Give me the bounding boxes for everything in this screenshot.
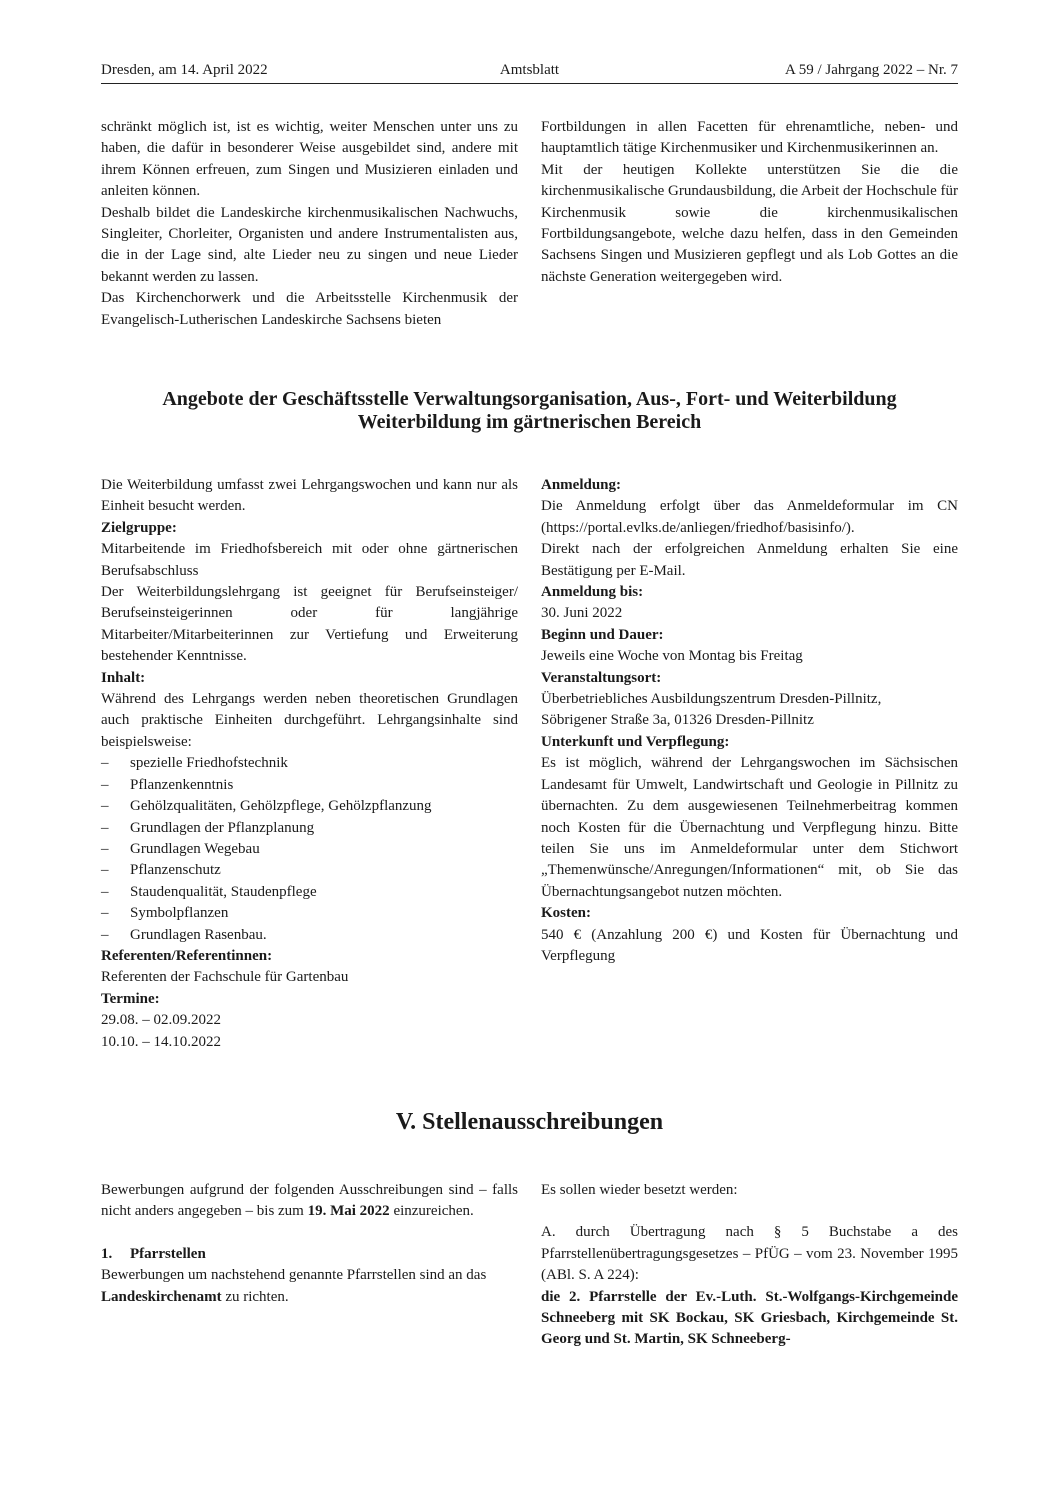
list-item-text: Symbolpflanzen [130, 905, 229, 922]
list-item-text: Gehölzqualitäten, Gehölzpflege, Gehölzpflanzung [130, 798, 432, 815]
list-dash: – [101, 926, 109, 943]
list-item [101, 818, 518, 839]
weiterbildung-right-column [541, 475, 958, 967]
beginn-text: Jeweils eine Woche von Montag bis Freitag [541, 648, 803, 665]
section-title-line: Angebote der Geschäftsstelle Verwaltungsorganisation, Aus-, Fort- und Weiterbildung [162, 388, 897, 410]
section-title-weiterbildung [101, 388, 958, 434]
list-dash: – [101, 840, 109, 857]
list-item [101, 796, 518, 817]
weiterbildung-left-column [101, 475, 518, 1053]
header-publication: Amtsblatt [499, 62, 560, 78]
list-item [101, 839, 518, 860]
paragraph: Deshalb bildet die Landeskirche kirchenmusikalischen Nachwuchs, Singleiter, Chorleiter, Organisten und andere Instrumentalisten aus, die in der Lage sind, alte Lieder neu zu singen und neue Lieder bekannt werden zu lassen. [101, 204, 518, 285]
intro-text-part: Bewerbungen aufgrund der folgenden Ausschreibungen sind – falls nicht anders angegeben – bis zum [101, 1182, 518, 1220]
paragraph: Mit der heutigen Kollekte unterstützen Sie die die kirchenmusikalische Grundausbildung, die Arbeit der Hochschule für Kirchenmusik sowie die kirchenmusikalischen Fortbildungsangebote, welche dazu helfen, dass in den Gemeinden Sachsens Singen und Musizieren gepflegt und als Lob Gottes an die nächste Generation weitergegeben wird. [541, 161, 958, 285]
list-item-text: spezielle Friedhofstechnik [130, 755, 288, 772]
intro-text-part: einzureichen. [389, 1203, 474, 1220]
inhalt-label: Inhalt: [101, 669, 146, 686]
zielgruppe-label: Zielgruppe: [101, 519, 177, 536]
list-item-text: Grundlagen Wegebau [130, 840, 260, 857]
heading-number: 1. [101, 1245, 113, 1262]
text-part: Bewerbungen um nachstehend genannte Pfarrstellen sind an das [101, 1267, 487, 1284]
list-dash: – [101, 755, 109, 772]
unterkunft-text: Es ist möglich, während der Lehrgangswochen im Sächsischen Landesamt für Umwelt, Landwirtschaft und Geologie in Pillnitz zu übernachten. Zu dem ausgewiesenen Teilnehmerbeitrag kommen noch Kosten für die Übernachtung und Verpflegung hinzu. Bitte teilen Sie uns im Anmeldeformular unter dem Stichwort „Themenwünsche/Anregungen/Informationen“ mit, ob Sie das Übernachtungsangebot nutzen möchten. [541, 755, 958, 900]
kosten-label: Kosten: [541, 905, 591, 922]
termin-date: 10.10. – 14.10.2022 [101, 1033, 221, 1050]
list-item [101, 775, 518, 796]
spacer [101, 1223, 518, 1244]
paragraph: schränkt möglich ist, ist es wichtig, weiter Menschen unter uns zu haben, die dafür in besonderer Weise ausgebildet sind, andere mit ihrem Können erfreuen, zum Singen und Musizieren einladen und anleiten können. [101, 119, 518, 200]
text-part: zu richten. [221, 1288, 289, 1305]
heading-text: Pfarrstellen [130, 1245, 206, 1262]
intro-text [101, 1180, 518, 1223]
anmeldung-text: Die Anmeldung erfolgt über das Anmeldeformular im CN (https://portal.evlks.de/anliegen/friedhof/basisinfo/). [541, 498, 958, 536]
list-item [101, 882, 518, 903]
kosten-text: 540 € (Anzahlung 200 €) und Kosten für Übernachtung und Verpflegung [541, 926, 958, 964]
stellen-left-column [101, 1180, 518, 1308]
top-right-column [541, 117, 958, 288]
termine-label: Termine: [101, 990, 160, 1007]
spacer [541, 1201, 958, 1222]
header-date: Dresden, am 14. April 2022 [101, 62, 268, 78]
list-item-text: Pflanzenschutz [130, 862, 221, 879]
referenten-label: Referenten/Referentinnen: [101, 947, 273, 964]
pfarrstellen-text [101, 1265, 518, 1308]
paragraph: Fortbildungen in allen Facetten für ehrenamtliche, neben- und hauptamtlich tätige Kirchenmusiker und Kirchenmusikerinnen an. [541, 119, 958, 157]
list-dash: – [101, 776, 109, 793]
anmeldung-text: Direkt nach der erfolgreichen Anmeldung erhalten Sie eine Bestätigung per E-Mail. [541, 541, 958, 579]
landeskirchenamt: Landeskirchenamt [101, 1288, 222, 1305]
page-header [101, 58, 958, 82]
list-dash: – [101, 883, 109, 900]
list-item [101, 860, 518, 881]
list-item-text: Grundlagen der Pflanzplanung [130, 819, 315, 836]
uebertragung-text: A. durch Übertragung nach § 5 Buchstabe a des Pfarrstellenübertragungsgesetzes – PfÜG – vom 23. November 1995 (ABl. S. A 224): [541, 1224, 958, 1284]
intro-text: Die Weiterbildung umfasst zwei Lehrgangswochen und kann nur als Einheit besucht werden. [101, 477, 518, 515]
ort-text: Überbetriebliches Ausbildungszentrum Dresden-Pillnitz, [541, 691, 882, 708]
list-item [101, 925, 518, 946]
anmeldung-bis-text: 30. Juni 2022 [541, 605, 623, 622]
header-rule [101, 83, 958, 84]
anmeldung-bis-label: Anmeldung bis: [541, 584, 644, 601]
list-item [101, 903, 518, 924]
unterkunft-label: Unterkunft und Verpflegung: [541, 733, 730, 750]
ort-text: Söbrigener Straße 3a, 01326 Dresden-Pillnitz [541, 712, 814, 729]
termin-date: 29.08. – 02.09.2022 [101, 1012, 221, 1029]
numbered-heading [101, 1244, 518, 1265]
deadline-date: 19. Mai 2022 [307, 1203, 390, 1220]
paragraph: Das Kirchenchorwerk und die Arbeitsstelle Kirchenmusik der Evangelisch-Lutherischen Landeskirche Sachsens bieten [101, 290, 518, 328]
list-dash: – [101, 819, 109, 836]
header-issue: A 59 / Jahrgang 2022 – Nr. 7 [784, 62, 958, 78]
list-dash: – [101, 862, 109, 879]
beginn-label: Beginn und Dauer: [541, 626, 664, 643]
anmeldung-label: Anmeldung: [541, 477, 622, 493]
stellen-right-column [541, 1180, 958, 1351]
top-left-column [101, 117, 518, 331]
list-item-text: Pflanzenkenntnis [130, 776, 234, 793]
zielgruppe-text: Mitarbeitende im Friedhofsbereich mit oder ohne gärtnerischen Berufsabschluss [101, 541, 518, 579]
list-item-text: Grundlagen Rasenbau. [130, 926, 267, 943]
section-subtitle-line: Weiterbildung im gärtnerischen Bereich [357, 411, 702, 433]
referenten-text: Referenten der Fachschule für Gartenbau [101, 969, 349, 986]
list-item [101, 753, 518, 774]
list-dash: – [101, 905, 109, 922]
list-dash: – [101, 798, 109, 815]
section-title-stellenausschreibungen: V. Stellenausschreibungen [395, 1109, 664, 1135]
zielgruppe-text: Der Weiterbildungslehrgang ist geeignet für Berufseinsteiger/ Berufseinsteigerinnen oder für langjährige Mitarbeiter/Mitarbeiterinnen zur Vertiefung und Erweiterung bestehender Kenntnisse. [101, 584, 518, 665]
list-item-text: Staudenqualität, Staudenpflege [130, 883, 317, 900]
intro-line: Es sollen wieder besetzt werden: [541, 1182, 738, 1198]
inhalt-text: Während des Lehrgangs werden neben theoretischen Grundlagen auch praktische Einheiten durchgeführt. Lehrgangsinhalte sind beispielsweise: [101, 691, 518, 750]
pfarrstelle-title: die 2. Pfarrstelle der Ev.-Luth. St.-Wolfgangs-Kirchgemeinde Schneeberg mit SK Bockau, SK Griesbach, Kirchgemeinde St. Georg und St. Martin, SK Schneeberg- [541, 1288, 958, 1348]
ort-label: Veranstaltungsort: [541, 669, 662, 686]
